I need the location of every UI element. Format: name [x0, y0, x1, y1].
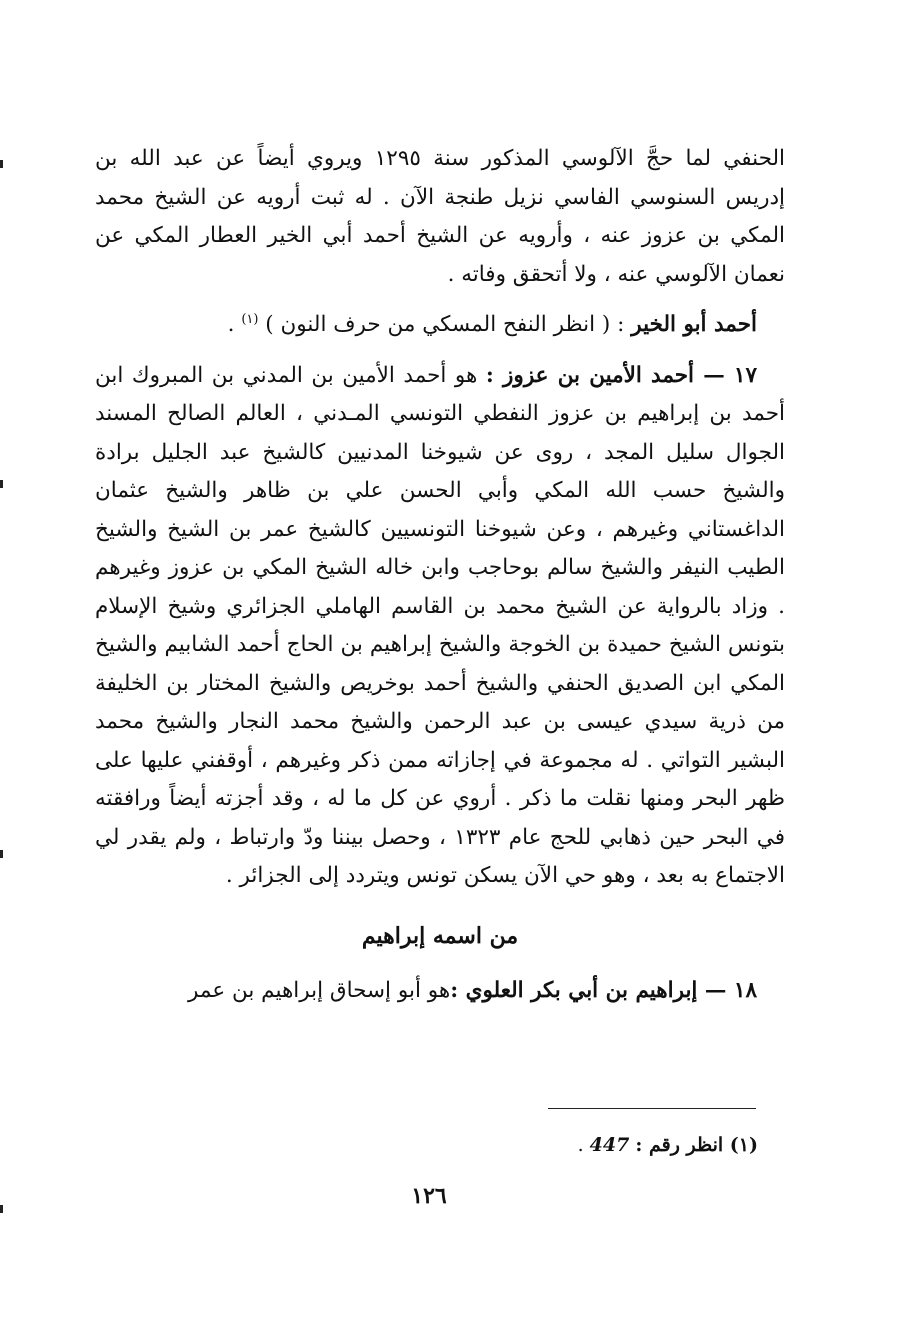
entry-end: .: [227, 312, 242, 337]
paragraph-continuation: الحنفي لما حجَّ الآلوسي المذكور سنة ١٢٩٥ ويروي أيضاً عن عبد الله بن إدريس السنوسي الفاسي نزيل طنجة الآن . له ثبت أرويه عن الشيخ محمد المكي بن عزوز عنه ، وأرويه عن الشيخ أحمد أبي الخير العطار المكي عن نعمان الآلوسي عنه ، ولا أتحقق وفاته .: [95, 146, 785, 287]
entry-17: [95, 357, 785, 896]
entry-17-heading: ١٧ — أحمد الأمين بن عزوز :: [485, 362, 757, 388]
footnote: [578, 1130, 758, 1160]
entry-17-text: هو أحمد الأمين بن المدني بن المبروك ابن أحمد بن إبراهيم بن عزوز النفطي التونسي المـدني ، العالم الصالح المسند الجوال سليل المجد ، روى عن شيوخنا المدنيين كالشيخ عبد الجليل برادة والشيخ حسب الله المكي وأبي الحسن علي بن ظاهر والشيخ عثمان الداغستاني وغيرهم ، وعن شيوخنا التونسيين كالشيخ عمر بن الشيخ والشيخ الطيب النيفر والشيخ سالم بوحاجب وابن خاله الشيخ المكي بن عزوز وغيرهم . وزاد بالرواية عن الشيخ محمد بن القاسم الهاملي الجزائري وشيخ الإسلام بتونس الشيخ حميدة بن الخوجة والشيخ إبراهيم بن الحاج أحمد الشابيم والشيخ المكي ابن الصديق الحنفي والشيخ أحمد بوخريص والشيخ المختار بن الخليفة من ذرية سيدي عيسى بن عبد الرحمن والشيخ محمد النجار والشيخ محمد البشير التواتي . له مجموعة في إجازاته ممن ذكر وغيرهم ، أوقفني عليها على ظهر البحر ومنها نقلت ما ذكر . أروي عن كل ما له ، وقد أجزته أيضاً ورافقته في البحر حين ذهابي للحج عام ١٣٢٣ ، وحصل بيننا ودّ وارتباط ، ولم يقدر لي الاجتماع به بعد ، وهو حي الآن يسكن تونس ويتردد إلى الجزائر .: [95, 362, 786, 888]
footnote-number: 447: [589, 1134, 630, 1156]
entry-text: : ( انظر النفح المسكي من حرف النون ): [265, 312, 632, 337]
page-body: [95, 140, 785, 1010]
footnote-reference: (١): [241, 311, 259, 327]
entry-18-text: هو أبو إسحاق إبراهيم بن عمر: [188, 977, 451, 1003]
entry-18-heading: ١٨ — إبراهيم بن أبي بكر العلوي :: [450, 977, 757, 1003]
scan-edge-mark: [0, 480, 3, 488]
scan-edge-mark: [0, 850, 3, 858]
entry-name: أحمد أبو الخير: [631, 312, 757, 337]
scan-edge-mark: [0, 1205, 3, 1213]
scan-edge-mark: [0, 160, 3, 168]
entry-ahmad-abu-alkhayr: [95, 306, 785, 345]
footnote-label: (١) انظر رقم :: [635, 1134, 758, 1156]
footnote-divider: [548, 1108, 756, 1109]
entry-18: [95, 972, 785, 1011]
footnote-end: .: [577, 1134, 590, 1156]
page-number: ١٢٦: [411, 1183, 447, 1209]
section-heading: من اسمه إبراهيم: [361, 922, 519, 949]
